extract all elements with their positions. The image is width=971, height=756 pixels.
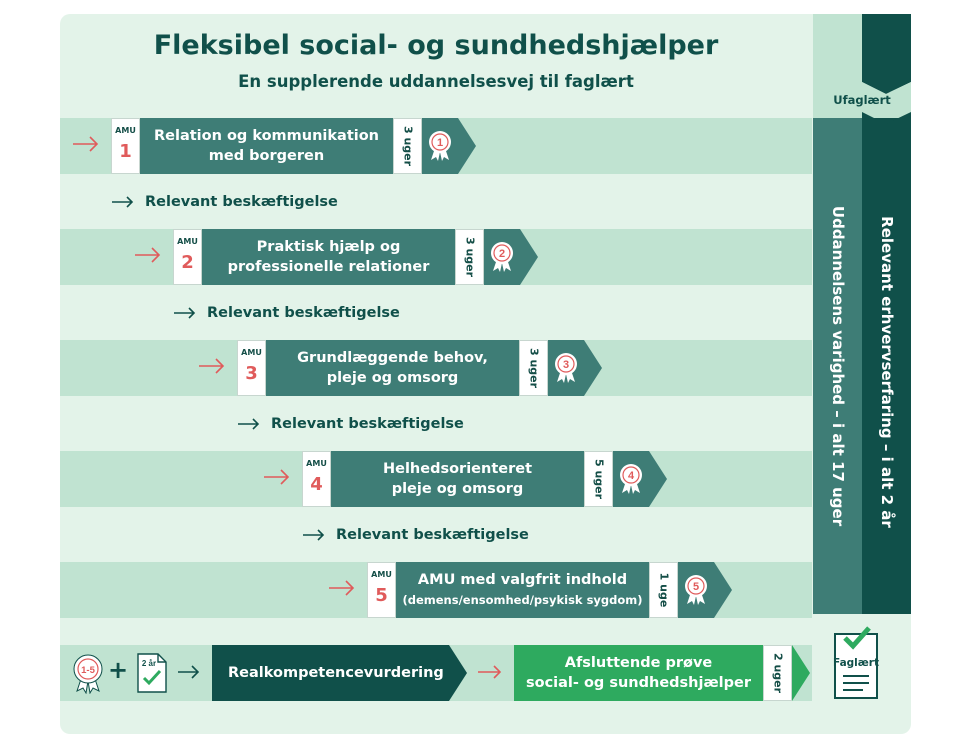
amu-tag: AMU 4 (302, 451, 331, 507)
badge-box (613, 451, 649, 507)
experience-column (862, 130, 911, 614)
experience-label: Relevant erhvervserfaring – i alt 2 år (877, 216, 896, 528)
competence-assessment: Realkompetencevurdering (212, 645, 449, 701)
arrow-right-icon (176, 662, 202, 682)
module-title: Helhedsorienteret pleje og omsorg (331, 451, 584, 507)
svg-text:2 år: 2 år (141, 659, 157, 668)
unskilled-label: Ufaglært (833, 93, 891, 107)
arrow-right-icon (71, 131, 101, 157)
duration-column (813, 118, 862, 614)
svg-text:5: 5 (692, 581, 700, 593)
amu-tag: AMU 2 (173, 229, 202, 285)
amu-tag: AMU 1 (111, 118, 140, 174)
arrow-right-icon (262, 464, 292, 490)
page-title: Fleksibel social- og sundhedshjælper (153, 30, 719, 61)
module-title: Relation og kommunikation med borgeren (140, 118, 393, 174)
rosette-badge-icon (618, 463, 644, 495)
chevron-tip (714, 562, 732, 618)
rosette-range-icon (72, 654, 104, 694)
chevron-tip (449, 645, 467, 701)
experience-arrow-head (862, 112, 911, 132)
badge-box (548, 340, 584, 396)
amu-tag: AMU 3 (237, 340, 266, 396)
chevron-tip (458, 118, 476, 174)
rosette-badge-icon (427, 130, 453, 162)
employment-label-3: Relevant beskæftigelse (237, 396, 464, 452)
rosette-badge-icon (683, 574, 709, 606)
chevron-tip (649, 451, 667, 507)
badge-box (678, 562, 714, 618)
duration-tag: 5 uger (584, 451, 613, 507)
chevron-tip (584, 340, 602, 396)
svg-text:2: 2 (498, 248, 506, 260)
employment-label-1: Relevant beskæftigelse (111, 174, 338, 230)
chevron-tip (792, 645, 810, 701)
duration-tag: 3 uger (455, 229, 484, 285)
arrow-right-icon (173, 307, 197, 319)
svg-text:3: 3 (562, 359, 570, 371)
arrow-right-icon (476, 660, 504, 684)
page-subtitle: En supplerende uddannelsesvej til faglært (238, 72, 634, 91)
arrow-right-icon (302, 529, 326, 541)
svg-text:1-5: 1-5 (81, 665, 95, 676)
module-title: AMU med valgfrit indhold (demens/ensomhed/psykisk sygdom) (396, 562, 649, 618)
module-title: Praktisk hjælp og professionelle relationer (202, 229, 455, 285)
final-exam: Afsluttende prøve social- og sundhedshjælper (514, 645, 763, 701)
amu-tag: AMU 5 (367, 562, 396, 618)
plus-sign: + (108, 656, 129, 684)
module-title: Grundlæggende behov, pleje og omsorg (266, 340, 519, 396)
arrow-right-icon (197, 353, 227, 379)
skilled-label: Faglært (833, 657, 879, 669)
arrow-right-icon (111, 196, 135, 208)
rosette-badge-icon (489, 241, 515, 273)
duration-tag: 3 uger (393, 118, 422, 174)
badge-box (422, 118, 458, 174)
employment-label-4: Relevant beskæftigelse (302, 507, 529, 563)
employment-label-2: Relevant beskæftigelse (173, 285, 400, 341)
duration-label: Uddannelsens varighed – i alt 17 uger (828, 205, 847, 527)
svg-text:1: 1 (436, 137, 444, 149)
rosette-badge-icon (553, 352, 579, 384)
arrow-right-icon (327, 575, 357, 601)
arrow-right-icon (133, 242, 163, 268)
svg-text:4: 4 (627, 470, 635, 482)
exam-duration-tag: 2 uger (763, 645, 792, 701)
chevron-tip (520, 229, 538, 285)
duration-tag: 1 uge (649, 562, 678, 618)
arrow-right-icon (237, 418, 261, 430)
duration-tag: 3 uger (519, 340, 548, 396)
badge-box (484, 229, 520, 285)
document-check-icon (136, 652, 168, 694)
